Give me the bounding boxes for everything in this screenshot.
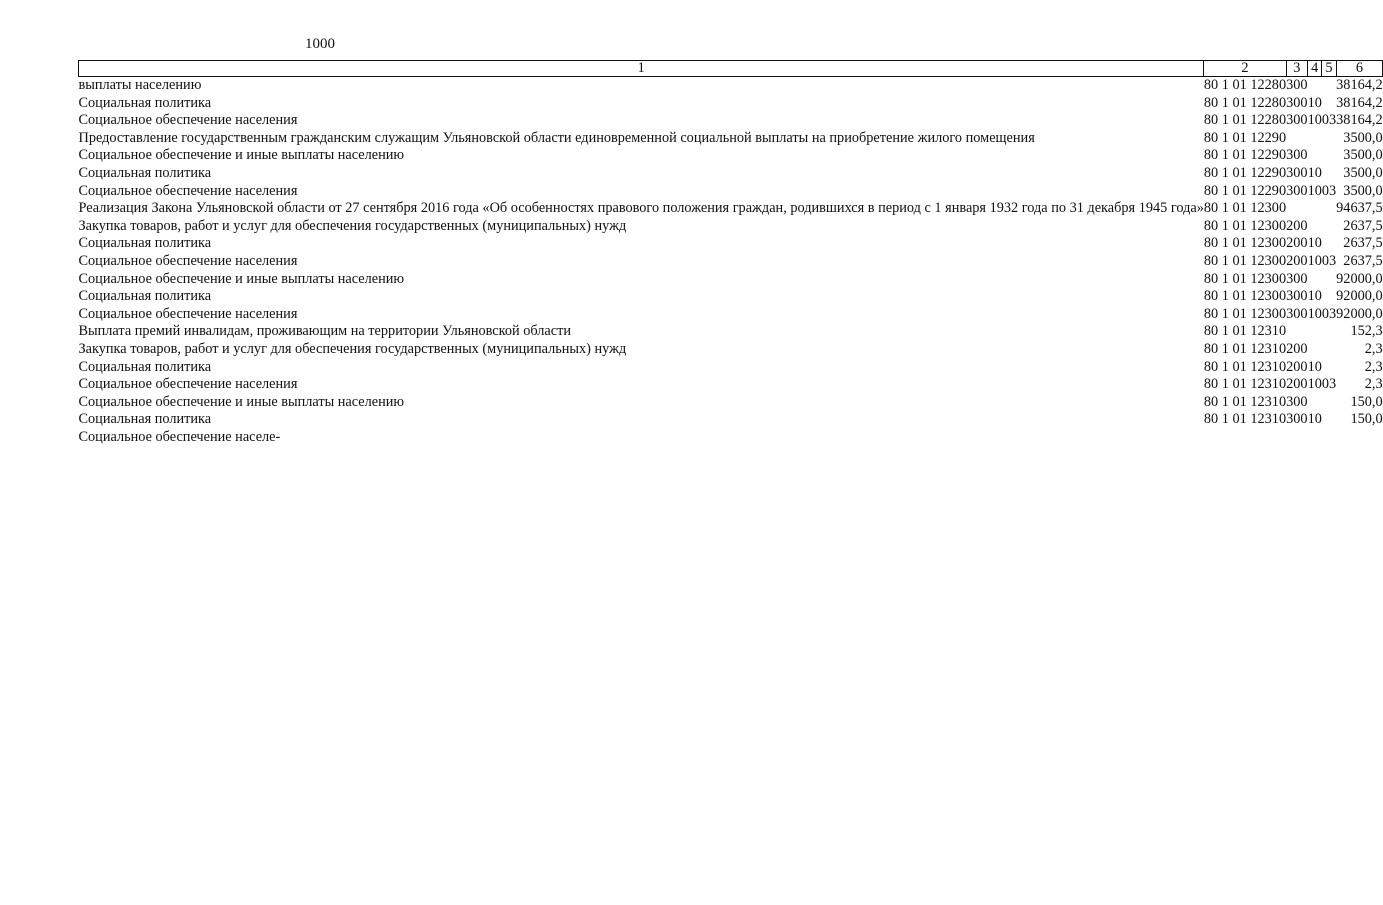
column-header: 5 [1322,61,1336,77]
table-row [79,218,1383,236]
target-code: 80 1 01 12280 [1203,112,1287,129]
expense-type-code: 200 [1286,217,1308,234]
expense-type-code: 300 [1286,112,1308,129]
item-name: Социальное обеспечение населения [78,376,298,393]
section-code: 10 [1307,305,1322,322]
amount: 3500,0 [1343,129,1383,146]
subsection-code [1322,218,1336,236]
column-header: 1 [79,61,1204,77]
amount [1336,429,1382,447]
section-code [1308,323,1322,341]
expense-type-code: 300 [1286,288,1308,305]
target-code: 80 1 01 12290 [1203,129,1287,146]
amount: 152,3 [1350,323,1383,340]
column-header: 6 [1336,61,1382,77]
section-code [1308,200,1322,218]
amount: 2637,5 [1343,217,1383,234]
subsection-code: 03 [1321,112,1337,129]
item-name: Закупка товаров, работ и услуг для обеспечения государственных (муниципальных) нужд [78,340,627,357]
table-row [79,183,1383,201]
expense-type-code: 300 [1286,393,1308,410]
item-name: Социальная политика [78,235,212,252]
expense-type-code: 300 [1286,94,1308,111]
expense-type-code: 200 [1286,358,1308,375]
item-name: Предоставление государственным гражданским служащим Ульяновской области единовременной социальной выплаты на приобретение жилого помещения [78,129,1035,146]
table-row [79,77,1383,95]
target-code: 80 1 01 12310 [1203,411,1287,428]
item-name: Социальная политика [78,411,212,428]
section-code: 10 [1307,182,1322,199]
target-code: 80 1 01 12300 [1203,288,1287,305]
subsection-code [1322,323,1336,341]
expense-type-code [1286,200,1307,218]
item-name: Социальное обеспечение населения [78,252,298,269]
table-row [79,376,1383,394]
item-name: Социальное обеспечение и иные выплаты населению [78,393,405,410]
expense-type-code: 300 [1286,77,1308,93]
section-code: 10 [1307,164,1322,181]
target-code: 80 1 01 12310 [1203,340,1287,357]
table-row [79,429,1383,447]
amount: 38164,2 [1336,112,1383,129]
item-name: Социальная политика [78,94,212,111]
target-code: 80 1 01 12280 [1203,77,1287,93]
subsection-code [1322,394,1336,412]
item-name: Социальное обеспечение населения [78,112,298,129]
section-code: 10 [1307,235,1322,252]
item-name: Социальное обеспечение и иные выплаты населению [78,147,405,164]
expense-type-code: 200 [1286,340,1308,357]
section-code: 10 [1307,411,1322,428]
target-code: 80 1 01 12300 [1203,270,1287,287]
subsection-code [1322,341,1336,359]
item-name: Социальная политика [78,164,212,181]
table-row [79,253,1383,271]
subsection-code: 03 [1321,376,1337,393]
table-body [79,77,1383,447]
section-code [1308,130,1322,148]
subsection-code [1322,429,1336,447]
amount: 150,0 [1350,393,1383,410]
expense-type-code: 300 [1286,182,1308,199]
expense-type-code: 200 [1286,376,1308,393]
column-header: 3 [1286,61,1307,77]
table-row [79,411,1383,429]
amount: 2,3 [1364,358,1383,375]
table-row [79,341,1383,359]
item-name: Социальное обеспечение и иные выплаты населению [78,270,405,287]
amount: 2,3 [1364,376,1383,393]
target-code: 80 1 01 12310 [1203,358,1287,375]
subsection-code: 03 [1321,182,1337,199]
section-code [1308,147,1322,165]
expense-type-code: 300 [1286,147,1308,164]
subsection-code [1322,200,1336,218]
target-code: 80 1 01 12290 [1203,147,1287,164]
amount: 3500,0 [1343,182,1383,199]
item-name: Социальное обеспечение населения [78,182,298,199]
column-header: 4 [1308,61,1322,77]
table-row [79,165,1383,183]
expense-type-code: 200 [1286,252,1308,269]
target-code: 80 1 01 12300 [1203,235,1287,252]
subsection-code: 03 [1321,305,1337,322]
expense-type-code: 200 [1286,235,1308,252]
section-code: 10 [1307,94,1322,111]
target-code: 80 1 01 12300 [1203,305,1287,322]
section-code [1308,341,1322,359]
expense-type-code: 300 [1286,411,1308,428]
table-row [79,394,1383,412]
table-row [79,95,1383,113]
section-code [1308,271,1322,289]
section-code [1308,394,1322,412]
amount: 94637,5 [1336,200,1383,217]
section-code: 10 [1307,288,1322,305]
subsection-code [1322,235,1336,253]
table-row [79,130,1383,148]
subsection-code [1322,165,1336,183]
expense-type-code [1286,323,1307,341]
section-code [1308,429,1322,447]
target-code: 80 1 01 12310 [1203,376,1287,393]
amount: 38164,2 [1336,94,1383,111]
subsection-code [1322,77,1336,95]
section-code: 10 [1307,252,1322,269]
amount: 3500,0 [1343,164,1383,181]
amount: 92000,0 [1336,270,1383,287]
section-code [1308,218,1322,236]
section-code [1308,77,1322,95]
amount: 38164,2 [1336,77,1383,93]
target-code [1204,429,1286,447]
budget-table [78,60,1383,446]
subsection-code [1322,411,1336,429]
table-header-row [79,61,1383,77]
target-code: 80 1 01 12300 [1203,200,1287,217]
amount: 2,3 [1364,340,1383,357]
target-code: 80 1 01 12300 [1203,252,1287,269]
table-row [79,235,1383,253]
item-name: выплаты населению [78,77,202,93]
target-code: 80 1 01 12280 [1203,94,1287,111]
amount: 2637,5 [1343,252,1383,269]
item-name: Социальная политика [78,288,212,305]
expense-type-code [1286,429,1307,447]
section-code: 10 [1307,112,1322,129]
item-name: Реализация Закона Ульяновской области от 27 сентября 2016 года «Об особенностях правового положения граждан, родившихся в период с 1 января 1932 года по 31 декабря 1945 года» [78,200,1204,217]
table-row [79,200,1383,218]
subsection-code [1322,147,1336,165]
target-code: 80 1 01 12310 [1203,323,1287,340]
amount: 92000,0 [1336,305,1383,322]
target-code: 80 1 01 12300 [1203,217,1287,234]
table-row [79,271,1383,289]
table-row [79,112,1383,130]
item-name: Закупка товаров, работ и услуг для обеспечения государственных (муниципальных) нужд [78,217,627,234]
expense-type-code [1286,130,1307,148]
table-row [79,288,1383,306]
table-row [79,323,1383,341]
amount: 3500,0 [1343,147,1383,164]
target-code: 80 1 01 12310 [1203,393,1287,410]
target-code: 80 1 01 12290 [1203,164,1287,181]
column-header: 2 [1204,61,1286,77]
table-row [79,147,1383,165]
table-row [79,359,1383,377]
subsection-code [1322,359,1336,377]
item-name: Социальное обеспечение населения [78,305,298,322]
item-name: Социальная политика [78,358,212,375]
target-code: 80 1 01 12290 [1203,182,1287,199]
expense-type-code: 300 [1286,305,1308,322]
amount: 150,0 [1350,411,1383,428]
subsection-code [1322,288,1336,306]
subsection-code [1322,271,1336,289]
expense-type-code: 300 [1286,270,1308,287]
section-code: 10 [1307,376,1322,393]
section-code: 10 [1307,358,1322,375]
subsection-code [1322,130,1336,148]
expense-type-code: 300 [1286,164,1308,181]
subsection-code: 03 [1321,252,1337,269]
page-number: 1000 [305,36,335,52]
amount: 2637,5 [1343,235,1383,252]
item-name: Выплата премий инвалидам, проживающим на территории Ульяновской области [78,323,572,340]
item-name: Социальное обеспечение населе- [78,428,281,445]
amount: 92000,0 [1336,288,1383,305]
subsection-code [1322,95,1336,113]
table-row [79,306,1383,324]
